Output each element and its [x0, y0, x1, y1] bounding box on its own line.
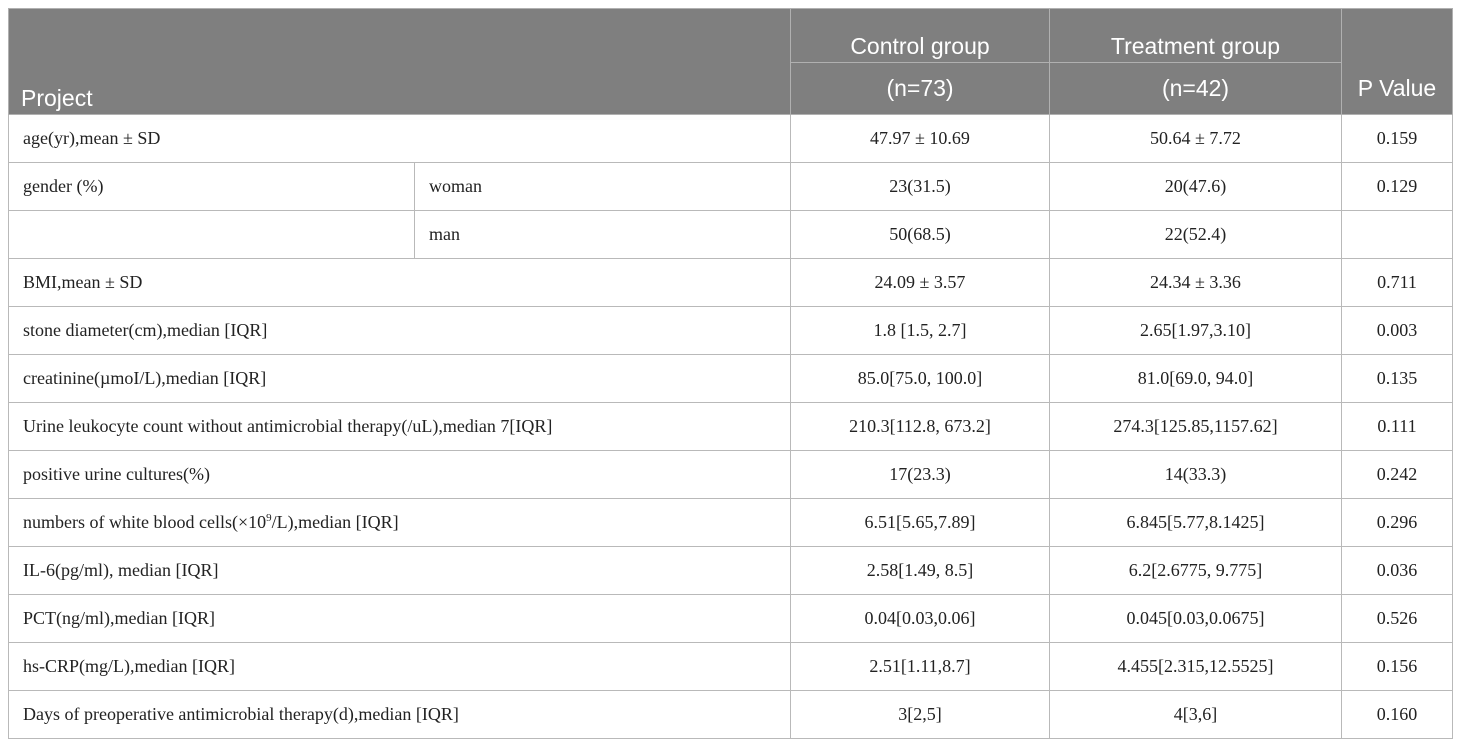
p-value: 0.111	[1342, 403, 1453, 451]
table-body	[9, 115, 1453, 739]
treatment-value: 6.845[5.77,8.1425]	[1050, 499, 1342, 547]
header-row-1	[9, 9, 1453, 63]
treatment-value: 22(52.4)	[1050, 211, 1342, 259]
row-label	[9, 499, 791, 547]
row-label-superscript: 9	[266, 512, 272, 524]
control-value: 2.58[1.49, 8.5]	[791, 547, 1050, 595]
table-container	[8, 8, 1452, 739]
row-label: positive urine cultures(%)	[9, 451, 791, 499]
p-value: 0.156	[1342, 643, 1453, 691]
p-value: 0.135	[1342, 355, 1453, 403]
control-value: 24.09 ± 3.57	[791, 259, 1050, 307]
p-value: 0.711	[1342, 259, 1453, 307]
control-value: 1.8 [1.5, 2.7]	[791, 307, 1050, 355]
table-row	[9, 499, 1453, 547]
treatment-value: 20(47.6)	[1050, 163, 1342, 211]
row-label: hs-CRP(mg/L),median [IQR]	[9, 643, 791, 691]
table-row	[9, 115, 1453, 163]
header-control-group: Control group	[791, 9, 1050, 63]
header-treatment-group: Treatment group	[1050, 9, 1342, 63]
treatment-value: 274.3[125.85,1157.62]	[1050, 403, 1342, 451]
p-value: 0.129	[1342, 163, 1453, 211]
table-row	[9, 643, 1453, 691]
header-p-value: P Value	[1342, 9, 1453, 115]
table-row	[9, 163, 1453, 211]
control-value: 50(68.5)	[791, 211, 1050, 259]
row-label: Days of preoperative antimicrobial therapy(d),median [IQR]	[9, 691, 791, 739]
row-label: creatinine(µmoI/L),median [IQR]	[9, 355, 791, 403]
control-value: 2.51[1.11,8.7]	[791, 643, 1050, 691]
treatment-value: 6.2[2.6775, 9.775]	[1050, 547, 1342, 595]
table-row	[9, 547, 1453, 595]
control-value: 23(31.5)	[791, 163, 1050, 211]
control-value: 3[2,5]	[791, 691, 1050, 739]
header-treatment-n: (n=42)	[1050, 63, 1342, 115]
row-label: Urine leukocyte count without antimicrobial therapy(/uL),median 7[IQR]	[9, 403, 791, 451]
p-value: 0.242	[1342, 451, 1453, 499]
baseline-characteristics-table	[8, 8, 1453, 739]
treatment-value: 81.0[69.0, 94.0]	[1050, 355, 1342, 403]
table-row	[9, 451, 1453, 499]
table-row	[9, 211, 1453, 259]
p-value: 0.160	[1342, 691, 1453, 739]
table-row	[9, 403, 1453, 451]
row-label: age(yr),mean ± SD	[9, 115, 791, 163]
row-label: BMI,mean ± SD	[9, 259, 791, 307]
p-value: 0.526	[1342, 595, 1453, 643]
treatment-value: 14(33.3)	[1050, 451, 1342, 499]
row-label: IL-6(pg/ml), median [IQR]	[9, 547, 791, 595]
control-value: 210.3[112.8, 673.2]	[791, 403, 1050, 451]
treatment-value: 0.045[0.03,0.0675]	[1050, 595, 1342, 643]
p-value: 0.003	[1342, 307, 1453, 355]
table-header	[9, 9, 1453, 115]
table-row	[9, 691, 1453, 739]
control-value: 85.0[75.0, 100.0]	[791, 355, 1050, 403]
control-value: 6.51[5.65,7.89]	[791, 499, 1050, 547]
control-value: 17(23.3)	[791, 451, 1050, 499]
p-value: 0.159	[1342, 115, 1453, 163]
row-sublabel: woman	[415, 163, 791, 211]
treatment-value: 4.455[2.315,12.5525]	[1050, 643, 1342, 691]
treatment-value: 4[3,6]	[1050, 691, 1342, 739]
table-row	[9, 595, 1453, 643]
p-value: 0.296	[1342, 499, 1453, 547]
row-label: gender (%)	[9, 163, 415, 211]
row-label: PCT(ng/ml),median [IQR]	[9, 595, 791, 643]
table-row	[9, 355, 1453, 403]
p-value	[1342, 211, 1453, 259]
header-project: Project	[9, 9, 791, 115]
row-sublabel: man	[415, 211, 791, 259]
row-label: stone diameter(cm),median [IQR]	[9, 307, 791, 355]
p-value: 0.036	[1342, 547, 1453, 595]
row-label-text-end: /L),median [IQR]	[271, 512, 399, 532]
treatment-value: 2.65[1.97,3.10]	[1050, 307, 1342, 355]
control-value: 0.04[0.03,0.06]	[791, 595, 1050, 643]
treatment-value: 50.64 ± 7.72	[1050, 115, 1342, 163]
row-label-text: numbers of white blood cells(×10	[23, 512, 267, 532]
treatment-value: 24.34 ± 3.36	[1050, 259, 1342, 307]
table-row	[9, 307, 1453, 355]
header-control-n: (n=73)	[791, 63, 1050, 115]
table-row	[9, 259, 1453, 307]
row-label	[9, 211, 415, 259]
control-value: 47.97 ± 10.69	[791, 115, 1050, 163]
